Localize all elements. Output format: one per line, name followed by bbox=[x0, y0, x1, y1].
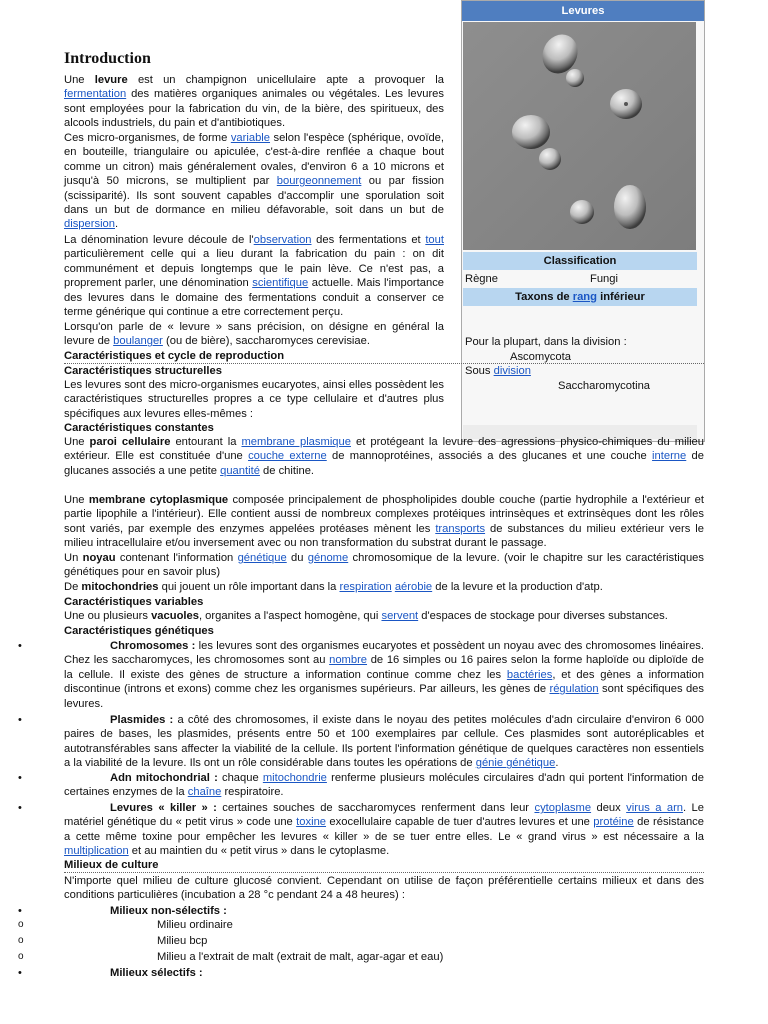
nombre-link[interactable]: nombre bbox=[329, 654, 368, 667]
genome-link[interactable]: génome bbox=[307, 552, 349, 564]
milieu-ordinaire: Milieu ordinaire bbox=[157, 919, 233, 931]
killer-item: Levures « killer » : certaines souches de saccharomyces renferment dans leur cytoplasme deux virus a arn. Le matériel génétique du « petit virus » code une toxine exocellulaire capable de tuer d'autres levures et une protéine de résistance a cette même toxine pour empêcher les levures « killer » de se tuer entre elles. Le « grand virus » est nécessaire a la multiplication et au maintien du « petit virus » dans le cytoplasme. bbox=[64, 802, 705, 858]
bullet-icon: • bbox=[18, 802, 22, 814]
couche-externe-link[interactable]: couche externe bbox=[248, 450, 327, 463]
non-selectifs-heading: Milieux non-sélectifs : bbox=[110, 905, 227, 917]
bullet-icon: • bbox=[18, 967, 22, 979]
chaine-link[interactable]: chaîne bbox=[187, 786, 222, 799]
regne-label: Règne bbox=[465, 273, 498, 285]
section-milieux-heading: Milieux de culture bbox=[64, 858, 704, 873]
milieu-bcp: Milieu bcp bbox=[157, 935, 208, 947]
plupart-text: Pour la plupart, dans la division : bbox=[465, 336, 627, 348]
infobox-title: Levures bbox=[462, 1, 704, 21]
multiplication-link[interactable]: multiplication bbox=[64, 845, 129, 858]
division-link[interactable]: division bbox=[493, 365, 531, 377]
intro-paragraph-3: La dénomination levure découle de l'observation des fermentations et tout particulièrement celle qui a lieu durant la fabrication du pain : on dit communément et depuis longtemps que le pain lève. Ce n'est pas, a proprement parler, une dénomination scientifique actuelle. Mais l'importance des levures dans le domaine des fermentations conduit a conserver ce terme générique qui continue a etre correctement perçu. bbox=[64, 234, 445, 319]
fermentation-link[interactable]: fermentation bbox=[64, 88, 127, 101]
bullet-icon: • bbox=[18, 640, 22, 652]
section-variables-heading: Caractéristiques variables bbox=[64, 596, 204, 608]
scientifique-link[interactable]: scientifique bbox=[252, 277, 309, 290]
quantite-link[interactable]: quantité bbox=[220, 464, 260, 477]
genie-genetique-link[interactable]: génie génétique bbox=[475, 757, 556, 770]
tout-link[interactable]: tout bbox=[425, 234, 444, 246]
bullet-icon: • bbox=[18, 714, 22, 726]
yeast-micrograph bbox=[463, 22, 696, 250]
infobox bbox=[461, 0, 705, 442]
noyau-paragraph: Un noyau contenant l'information génétique du génome chromosomique de la levure. (voir le chapitre sur les caractéristiques génétiques pour en savoir plus) bbox=[64, 552, 704, 579]
circle-bullet-icon: o bbox=[18, 951, 24, 962]
saccharomycotina-text: Saccharomycotina bbox=[558, 380, 651, 392]
circle-bullet-icon: o bbox=[18, 935, 24, 946]
variable-link[interactable]: variable bbox=[230, 132, 271, 144]
ascomycota-text: Ascomycota bbox=[510, 351, 571, 363]
intro-paragraph-2: Ces micro-organismes, de forme variable selon l'espèce (sphérique, ovoïde, en bouteille, triangulaire ou apiculée, c'est-à-dire renflée a chaque bout comme un citron) mais généralement ovales, d'environ 6 a 10 microns et jusqu'à 50 microns, se multiplient par bourgeonnement ou par fission (scissiparité). Ils sont souvent capables d'accomplir une sporulation soit dans un but de dormance en milieu défavorable, soit dans un but de dispersion. bbox=[64, 132, 444, 231]
cytoplasme-link[interactable]: cytoplasme bbox=[534, 802, 592, 814]
mitochondries-paragraph: De mitochondries qui jouent un rôle important dans la respiration aérobie de la levure et la production d'atp. bbox=[64, 581, 603, 593]
adn-item: Adn mitochondrial : chaque mitochondrie renferme plusieurs molécules circulaires d'adn qui portent l'information de certaines enzymes de la chaîne respiratoire. bbox=[64, 772, 704, 799]
observation-link[interactable]: observation bbox=[253, 234, 312, 246]
intro-paragraph-1: Une levure est un champignon unicellulaire apte a provoquer la fermentation des matières organiques animales ou végétales. Les levures sont employées pour la fabrication du vin, de la bière, des spiritueux, des alcools industriels, du pain et d'antibiotiques. bbox=[64, 74, 444, 130]
milieu-malt: Milieu a l'extrait de malt (extrait de malt, agar-agar et eau) bbox=[157, 951, 444, 963]
bullet-icon: • bbox=[18, 772, 22, 784]
regulation-link[interactable]: régulation bbox=[549, 683, 599, 696]
sous-division: Sous division bbox=[465, 365, 531, 377]
toxine-link[interactable]: toxine bbox=[296, 816, 327, 829]
rang-link[interactable]: rang bbox=[572, 291, 597, 303]
section-cycle-heading: Caractéristiques et cycle de reproduction bbox=[64, 349, 704, 364]
regne-value: Fungi bbox=[590, 273, 618, 285]
circle-bullet-icon: o bbox=[18, 919, 24, 930]
selectifs-heading: Milieux sélectifs : bbox=[110, 967, 203, 979]
genetique-link[interactable]: génétique bbox=[237, 552, 287, 564]
intro-paragraph-4: Lorsqu'on parle de « levure » sans précision, on désigne en général la levure de boulanger (ou de bière), saccharomyces cerevisiae. bbox=[64, 321, 444, 348]
proteine-link[interactable]: protéine bbox=[593, 816, 634, 829]
vacuoles-paragraph: Une ou plusieurs vacuoles, organites a l'aspect homogène, qui servent d'espaces de stockage pour diverses substances. bbox=[64, 610, 668, 622]
mitochondrie-link[interactable]: mitochondrie bbox=[262, 772, 327, 784]
bullet-icon: • bbox=[18, 905, 22, 917]
milieux-paragraph: N'importe quel milieu de culture glucosé convient. Cependant on utilise de façon préférentielle certains milieux et dans des conditions particulières (incubation a 28 °c pendant 24 a 48 heures) : bbox=[64, 875, 704, 902]
respiration-link[interactable]: respiration bbox=[339, 581, 392, 593]
boulanger-link[interactable]: boulanger bbox=[113, 335, 163, 348]
plasmides-item: Plasmides : a côté des chromosomes, il existe dans le noyau des petites molécules d'adn circulaire d'environ 6 000 paires de bases, les plasmides, présents entre 50 et 100 exemplaires par cellule. Ces plasmides sont autoréplicables et autotransférables sans affecter la viabilité de la cellule. Ils portent l'information génétique de quelques caractères non essentiels a la viabilité de la levure. Ils ont un rôle considérable dans toutes les opérations de génie génétique. bbox=[64, 714, 704, 770]
section-constantes-heading: Caractéristiques constantes bbox=[64, 422, 214, 434]
bourgeonnement-link[interactable]: bourgeonnement bbox=[276, 175, 362, 188]
membrane-plasmique-link[interactable]: membrane plasmique bbox=[241, 436, 351, 448]
virus-arn-link[interactable]: virus a arn bbox=[626, 802, 684, 814]
interne-link[interactable]: interne bbox=[652, 450, 687, 463]
classification-heading: Classification bbox=[463, 252, 697, 270]
section-structurelles-heading: Caractéristiques structurelles bbox=[64, 365, 222, 377]
page-title: Introduction bbox=[64, 50, 151, 67]
dispersion-link[interactable]: dispersion bbox=[64, 218, 115, 231]
section-genetiques-heading: Caractéristiques génétiques bbox=[64, 625, 214, 637]
structurelles-paragraph: Les levures sont des micro-organismes eucaryotes, ainsi elles possèdent les caractéristiques structurelles propres a ce type cellulaire et d'autres plus spécifiques aux levures elles-mêmes : bbox=[64, 379, 444, 420]
paroi-paragraph: Une paroi cellulaire entourant la membrane plasmique et protégeant la levure des agressions physico-chimiques du milieu extérieur. Elle est constituée d'une couche externe de mannoprotéines, associés a des glucanes et une couche interne de glucanes associés a une petite quantité de chitine. bbox=[64, 436, 705, 477]
membrane-paragraph: Une membrane cytoplasmique composée principalement de phospholipides double couche (partie hydrophile a l'extérieur et partie lipophile a l'intérieur). Elle contient aussi de nombreux complexes protéiques intrinsèques et extrinsèques dont les rôles sont variés, par exemple des enzymes appelées protéases mènent les transports de substances du milieu extérieur vers le milieu intracellulaire et/ou inversement avec ou non transformation du substrat durant le passage. bbox=[64, 494, 705, 550]
bacteries-link[interactable]: bactéries bbox=[506, 668, 553, 681]
aerobie-link[interactable]: aérobie bbox=[394, 581, 433, 593]
transports-link[interactable]: transports bbox=[435, 522, 486, 535]
servent-link[interactable]: servent bbox=[381, 610, 419, 622]
taxons-heading: Taxons de rang inférieur bbox=[463, 288, 697, 306]
chromosomes-item: Chromosomes : les levures sont des organismes eucaryotes et possèdent un noyau avec des chromosomes linéaires. Chez les saccharomyces, les chromosomes sont au nombre de 16 simples ou 16 paires selon la forme haploïde ou diploïde de la cellule. Il existe des gènes de structure a information continue comme chez les bactéries, et des gènes a information discontinue (introns et exons) comme chez les organismes supérieurs. Par ailleurs, les gènes de régulation sont spécifiques des levures. bbox=[64, 640, 704, 710]
